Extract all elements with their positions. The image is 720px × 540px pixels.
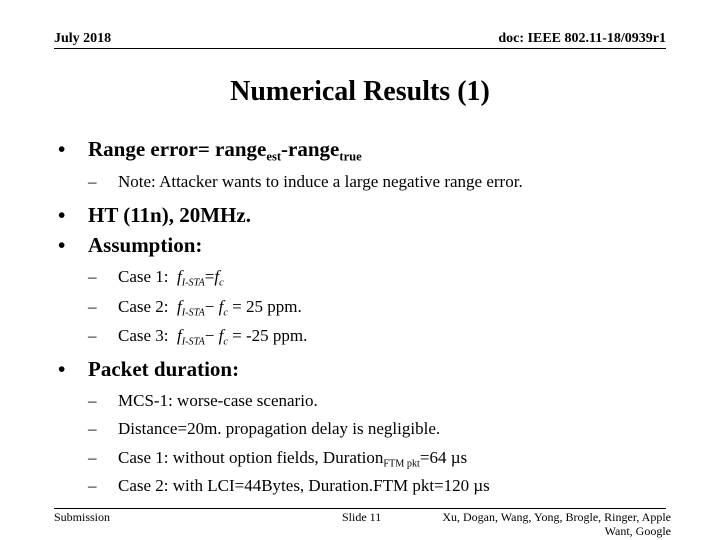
bullet-range-error — [58, 137, 362, 162]
footer-rule — [54, 508, 666, 509]
case-op: − — [204, 326, 215, 345]
case-item — [88, 326, 307, 346]
case-rest: = -25 ppm. — [227, 326, 308, 345]
header-doc-id: doc: IEEE 802.11-18/0939r1 — [498, 31, 666, 46]
bullet-dot-icon: • — [58, 357, 66, 381]
packet-case2-text: Case 2: with LCI=44Bytes, Duration.FTM pkt=120 µs — [118, 476, 490, 495]
case-label: Case 2: — [118, 297, 169, 316]
dash-icon: – — [88, 476, 97, 495]
case-sub-c: c — [223, 307, 228, 319]
dash-icon: – — [88, 267, 97, 286]
header-date: July 2018 — [54, 31, 112, 46]
packet-case1-sub: FTM pkt — [383, 458, 420, 470]
case-sub-ista: I-STA — [181, 307, 205, 319]
dash-icon: – — [88, 448, 97, 467]
case-f: f — [177, 267, 182, 286]
slide-title: Numerical Results (1) — [230, 76, 490, 107]
footer-slide-number: Slide 11 — [342, 510, 382, 524]
footer-submission: Submission — [54, 510, 111, 524]
packet-case1-rest: =64 µs — [419, 448, 468, 467]
case-sub-c: c — [223, 336, 228, 348]
note-text: Note: Attacker wants to induce a large negative range error. — [118, 172, 523, 191]
case-item — [88, 267, 224, 287]
range-error-sub-est: est — [266, 149, 282, 164]
bullet-packet-duration — [58, 357, 239, 382]
packet-item-mcs — [88, 391, 318, 411]
packet-item-case2 — [88, 476, 490, 496]
bullet-ht — [58, 203, 251, 228]
case-label: Case 3: — [118, 326, 169, 345]
packet-case1-text: Case 1: without option fields, Duration — [118, 448, 384, 467]
case-label: Case 1: — [118, 267, 169, 286]
range-error-mid: -range — [281, 137, 340, 161]
case-rest: = 25 ppm. — [227, 297, 302, 316]
case-op: − — [204, 297, 215, 316]
case-f: f — [177, 297, 182, 316]
assumption-text: Assumption: — [88, 233, 203, 257]
ht-text: HT (11n), 20MHz. — [88, 203, 251, 227]
bullet-dot-icon: • — [58, 137, 66, 161]
header-rule — [54, 48, 666, 49]
footer-authors-line1: Xu, Dogan, Wang, Yong, Brogle, Ringer, Apple — [442, 510, 671, 524]
dash-icon: – — [88, 419, 97, 438]
dash-icon: – — [88, 172, 97, 191]
sub-bullet-note — [88, 172, 523, 192]
range-error-prefix: Range error= range — [88, 137, 267, 161]
dash-icon: – — [88, 391, 97, 410]
case-sub-ista: I-STA — [181, 277, 205, 289]
case-sub-ista: I-STA — [181, 336, 205, 348]
bullet-dot-icon: • — [58, 233, 66, 257]
case-op: = — [204, 267, 215, 286]
case-f2: f — [218, 326, 224, 345]
case-f2: f — [218, 297, 224, 316]
packet-item-distance — [88, 419, 440, 439]
footer-authors-line2: Want, Google — [604, 524, 671, 538]
case-f: f — [177, 326, 182, 345]
packet-mcs-text: MCS-1: worse-case scenario. — [118, 391, 318, 410]
range-error-sub-true: true — [339, 149, 362, 164]
dash-icon: – — [88, 297, 97, 316]
case-sub-c: c — [219, 277, 224, 289]
bullet-dot-icon: • — [58, 203, 66, 227]
case-f2: f — [214, 267, 220, 286]
packet-item-case1 — [88, 448, 467, 468]
packet-duration-text: Packet duration: — [88, 357, 240, 381]
dash-icon: – — [88, 326, 97, 345]
bullet-assumption — [58, 233, 202, 258]
case-item — [88, 297, 302, 317]
packet-distance-text: Distance=20m. propagation delay is negligible. — [118, 419, 441, 438]
